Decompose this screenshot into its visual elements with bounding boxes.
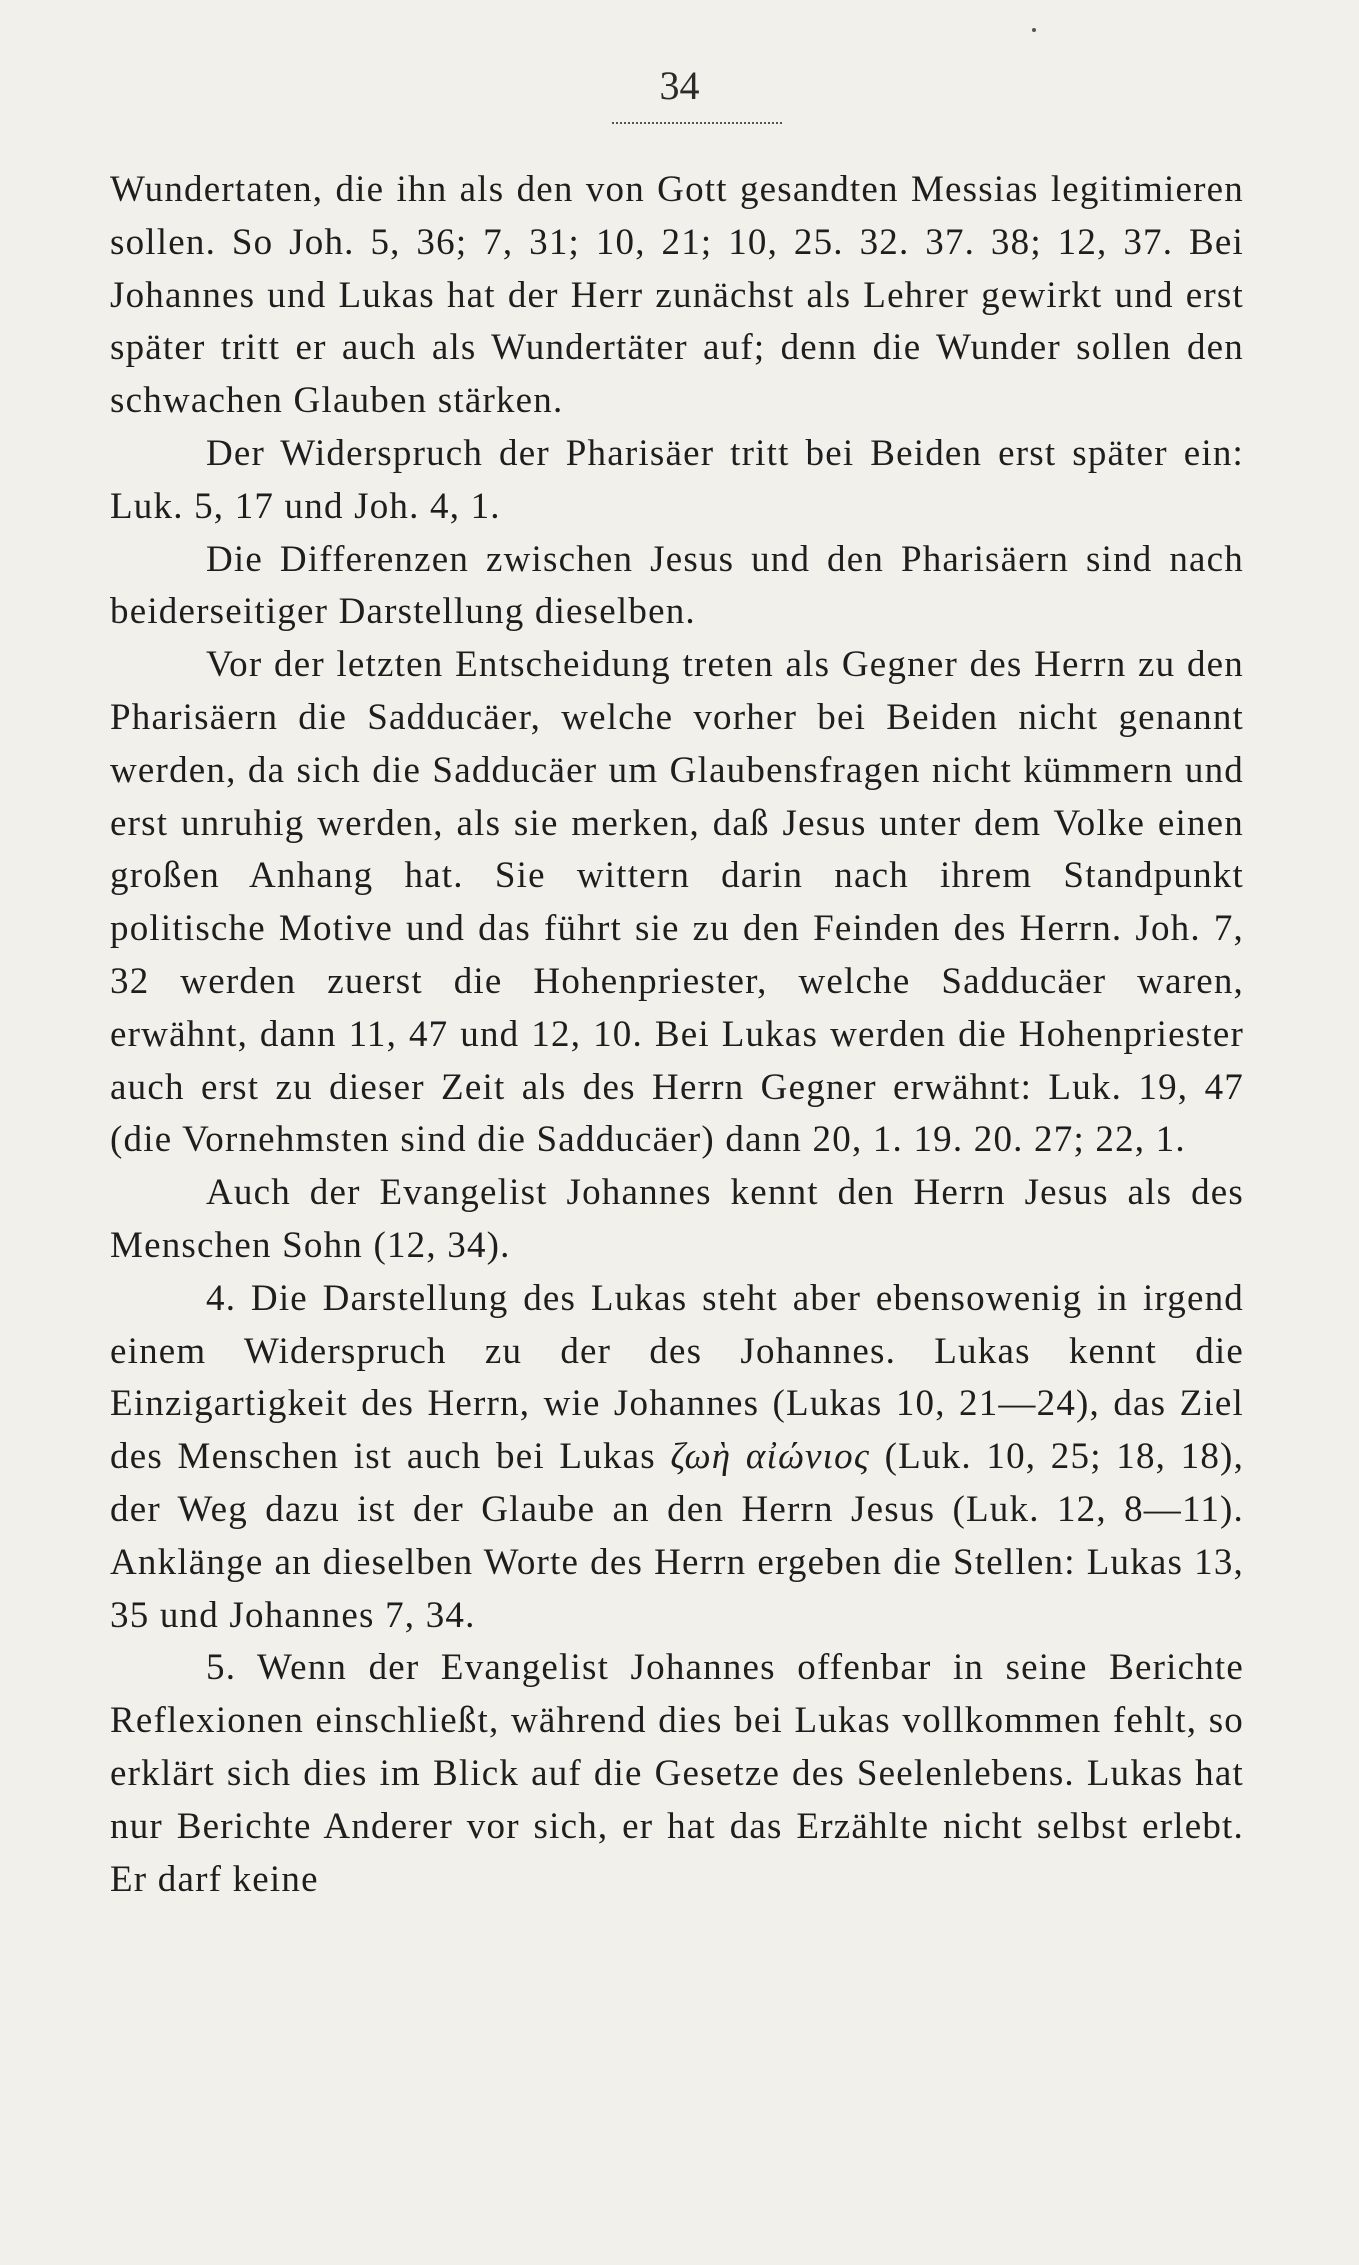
body-text [110, 164, 1244, 1906]
paragraph-section-4 [110, 1273, 1244, 1643]
paragraph-differenzen: Die Differenzen zwischen Jesus und den Pharisäern sind nach beiderseitiger Darstellung dieselben. [110, 538, 1244, 633]
section-4-text-start: 4. Die Darstellung des Lukas steht aber ebensowenig in irgend einem Widerspruch zu der des Johannes. Lukas kennt die Einzigartigkeit des Herrn, wie Johannes (Lukas 10, 21—24), das Ziel des Menschen ist auch bei Lukas [110, 1277, 1244, 1478]
page-number: 34 [659, 63, 700, 108]
section-4-text-end: (Luk. 10, 25; 18, 18), der Weg dazu ist der Glaube an den Herrn Jesus (Luk. 12, 8—11). Anklänge an dieselben Worte des Herrn ergeben die Stellen: Lukas 13, 35 und Johannes 7, 34. [110, 1436, 1245, 1636]
paragraph-section-5: 5. Wenn der Evangelist Johannes offenbar in seine Berichte Reflexionen einschließt, während dies bei Lukas vollkommen fehlt, so erklärt sich dies im Blick auf die Gesetze des Seelenlebens. Lukas hat nur Berichte Anderer vor sich, er hat das Erzählte nicht selbst erlebt. Er darf keine [110, 1647, 1244, 1900]
paragraph-wundertaten: Wundertaten, die ihn als den von Gott gesandten Messias legitimieren sollen. So Joh. 5, 36; 7, 31; 10, 21; 10, 25. 32. 37. 38; 12, 37. Bei Johannes und Lukas hat der Herr zunächst als Lehrer gewirkt und erst später tritt er auch als Wundertäter auf; denn die Wunder sollen den schwachen Glauben stärken. [110, 169, 1244, 422]
print-speck [1032, 28, 1036, 32]
greek-phrase: ζωὴ αἰώνιος [670, 1436, 871, 1478]
paragraph-widerspruch-pharisaeer: Der Widerspruch der Pharisäer tritt bei Beiden erst später ein: Luk. 5, 17 und Joh. 4, 1. [110, 432, 1244, 527]
paragraph-sadducaeer: Vor der letzten Entscheidung treten als Gegner des Herrn zu den Pharisäern die Sadducäer, welche vorher bei Beiden nicht genannt werden, da sich die Sadducäer um Glaubensfragen nicht kümmern und erst unruhig werden, als sie merken, daß Jesus unter dem Volke einen großen Anhang hat. Sie wittern darin nach ihrem Standpunkt politische Motive und das führt sie zu den Feinden des Herrn. Joh. 7, 32 werden zuerst die Hohenpriester, welche Sadducäer waren, erwähnt, dann 11, 47 und 12, 10. Bei Lukas werden die Hohenpriester auch erst zu dieser Zeit als des Herrn Gegner erwähnt: Luk. 19, 47 (die Vornehmsten sind die Sadducäer) dann 20, 1. 19. 20. 27; 22, 1. [110, 644, 1244, 1161]
header-ornament-rule [612, 122, 782, 126]
paragraph-menschensohn: Auch der Evangelist Johannes kennt den Herrn Jesus als des Menschen Sohn (12, 34). [110, 1172, 1244, 1266]
